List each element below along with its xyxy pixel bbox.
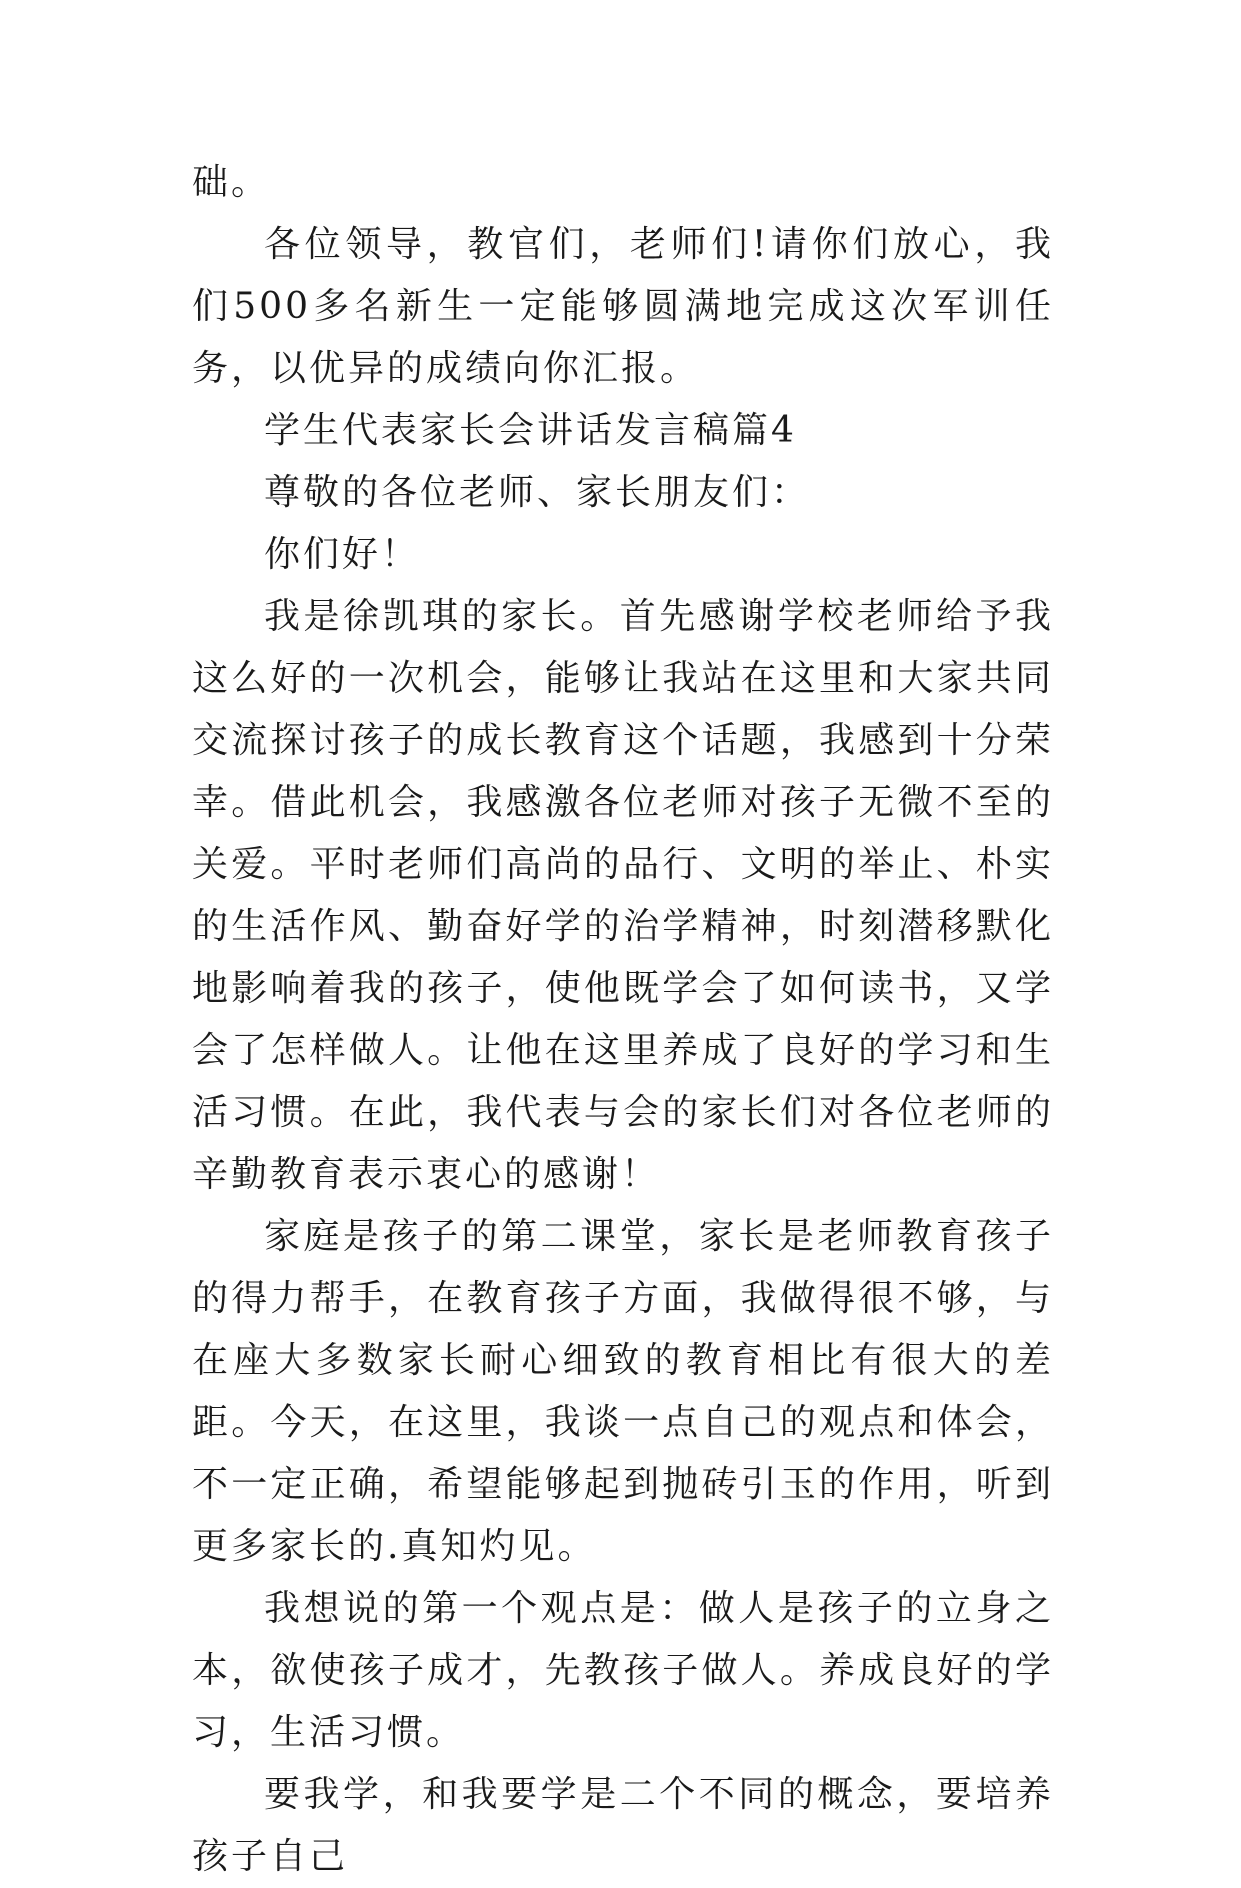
paragraph: 要我学，和我要学是二个不同的概念，要培养孩子自己 [192, 1774, 1054, 1877]
paragraph: 础。 [192, 162, 271, 203]
paragraph: 我是徐凯琪的家长。首先感谢学校老师给予我这么好的一次机会，能够让我站在这里和大家共同交流探讨孩子的成长教育这个话题，我感到十分荣幸。借此机会，我感激各位老师对孩子无微不至的关爱。平时老师们高尚的品行、文明的举止、朴实的生活作风、勤奋好学的治学精神，时刻潜移默化地影响着我的孩子，使他既学会了如何读书，又学会了怎样做人。让他在这里养成了良好的学习和生活习惯。在此，我代表与会的家长们对各位老师的辛勤教育表示衷心的感谢！ [192, 596, 1054, 1195]
paragraph: 各位领导，教官们，老师们!请你们放心，我们500多名新生一定能够圆满地完成这次军训任务，以优异的成绩向你汇报。 [192, 224, 1054, 389]
greeting: 你们好！ [264, 534, 421, 575]
document-body [192, 152, 1054, 1888]
salutation: 尊敬的各位老师、家长朋友们： [264, 472, 811, 513]
paragraph: 我想说的第一个观点是：做人是孩子的立身之本，欲使孩子成才，先教孩子做人。养成良好的学习，生活习惯。 [192, 1588, 1054, 1753]
paragraph: 家庭是孩子的第二课堂，家长是老师教育孩子的得力帮手，在教育孩子方面，我做得很不够，与在座大多数家长耐心细致的教育相比有很大的差距。今天，在这里，我谈一点自己的观点和体会，不一定正确，希望能够起到抛砖引玉的作用，听到更多家长的.真知灼见。 [192, 1216, 1054, 1567]
section-heading: 学生代表家长会讲话发言稿篇4 [264, 410, 797, 451]
